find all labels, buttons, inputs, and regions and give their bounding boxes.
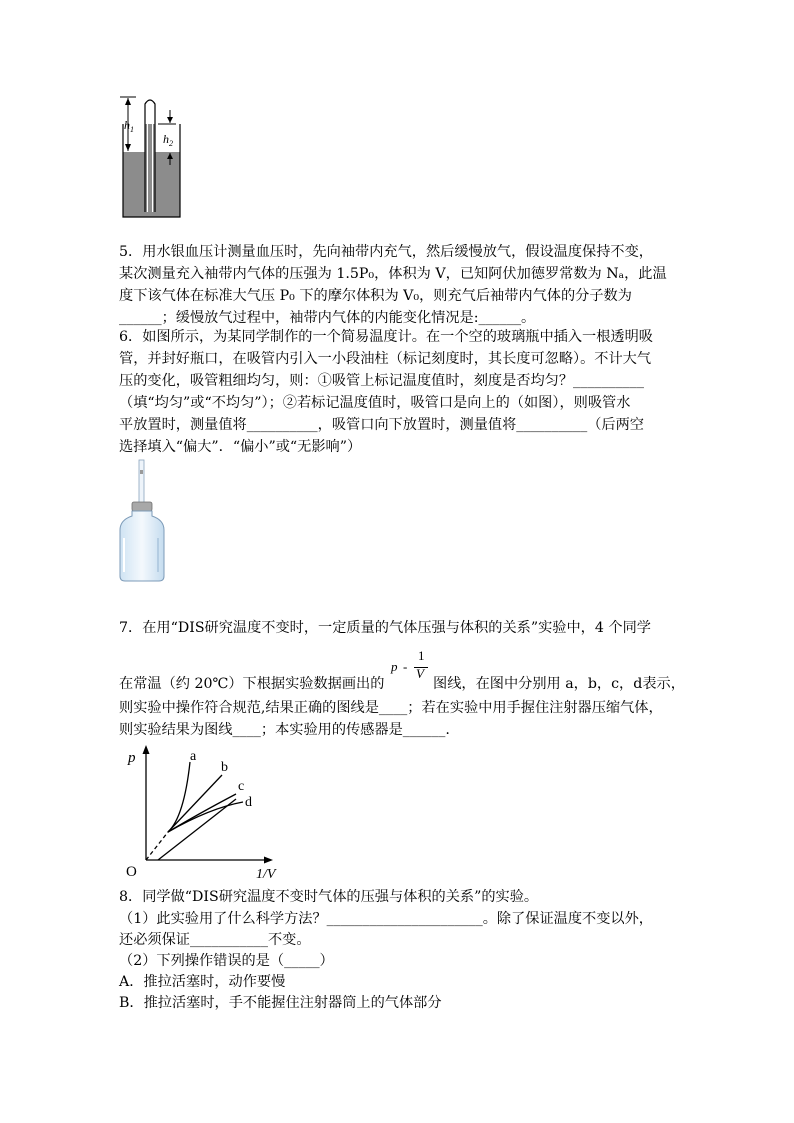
h1-label: $h_1$ (124, 118, 134, 134)
q6-line2: 管，并封好瓶口，在吸管内引入一小段油柱（标记刻度时，其长度可忽略）。不计大气 (119, 351, 652, 367)
p-inverse-v-graph (118, 742, 290, 880)
q5-line1: 5．用水银血压计测量血压时，先向袖带内充气，然后缓慢放气，假设温度保持不变， (119, 244, 653, 260)
q7-line2a: 在常温（约 20℃）下根据实验数据画出的 (119, 676, 385, 692)
x-axis-label: 1/V (256, 867, 276, 880)
dashed-extension (146, 832, 168, 860)
q8-option-b: B．推拉活塞时，手不能握住注射器筒上的气体部分 (119, 995, 442, 1011)
frac-numerator: 1 (418, 648, 425, 663)
frac-denominator: V (416, 666, 424, 681)
curve-label-d: d (245, 795, 252, 810)
q5-line2: 某次测量充入袖带内气体的压强为 1.5P₀，体积为 V，已知阿伏加德罗常数为 Nₐ，此温 (119, 266, 667, 282)
y-axis-label: p (128, 750, 136, 766)
q8-option-a: A．推拉活塞时，动作要慢 (119, 974, 286, 990)
q7-line3: 则实验中操作符合规范,结果正确的图线是____；若在实验中用手握住注射器压缩气体， (119, 700, 663, 716)
curve-label-c: c (238, 779, 245, 794)
frac-dash: - (403, 659, 408, 674)
mercury-tube-figure (118, 92, 188, 220)
line-b (168, 775, 222, 832)
q7-line4: 则实验结果为图线____；本实验用的传感器是______. (119, 722, 450, 738)
q8-line3: 还必须保证___________不变。 (119, 932, 311, 948)
q7-line2b: 图线，在图中分别用 a，b，c，d表示， (433, 676, 685, 692)
q5-line3: 度下该气体在标准大气压 P₀ 下的摩尔体积为 V₀，则充气后袖带内气体的分子数为 (119, 288, 632, 304)
q6-line6: 选择填入“偏大”．“偏小”或“无影响”） (119, 439, 362, 455)
curve-label-a: a (190, 749, 197, 764)
bottle-cap (132, 502, 152, 511)
q8-line1: 8．同学做“DIS研究温度不变时气体的压强与体积的关系”的实验。 (119, 889, 539, 905)
q8-line2: （1）此实验用了什么科学方法？______________________。除了保证温度不变以外， (119, 911, 653, 927)
q6-line1: 6．如图所示，为某同学制作的一个简易温度计。在一个空的玻璃瓶中插入一根透明吸 (119, 329, 653, 345)
tube-mercury (145, 124, 155, 212)
curve-label-b: b (221, 760, 228, 775)
oil-column (140, 470, 143, 474)
curve-d (168, 802, 243, 832)
q5-line4: ______；缓慢放气过程中，袖带内气体的内能变化情况是:______。 (119, 310, 536, 326)
origin-label: O (126, 864, 137, 880)
q8-line4: （2）下列操作错误的是（_____） (119, 953, 334, 969)
q6-line5: 平放置时，测量值将__________，吸管口向下放置时，测量值将__________（后两空 (119, 417, 644, 433)
q6-line3: 压的变化，吸管粗细均匀，则：①吸管上标记温度值时，刻度是否均匀？__________ (119, 373, 644, 389)
h2-label: $h_2$ (163, 132, 173, 148)
bottle-thermometer-figure (118, 458, 168, 584)
q6-line4: （填“均匀”或“不均匀”）；②若标记温度值时，吸管口是向上的（如图），则吸管水 (119, 395, 631, 411)
q7-line1: 7．在用“DIS研究温度不变时，一定质量的气体压强与体积的关系”实验中，4 个同学 (119, 620, 651, 636)
frac-p: p (391, 659, 398, 674)
